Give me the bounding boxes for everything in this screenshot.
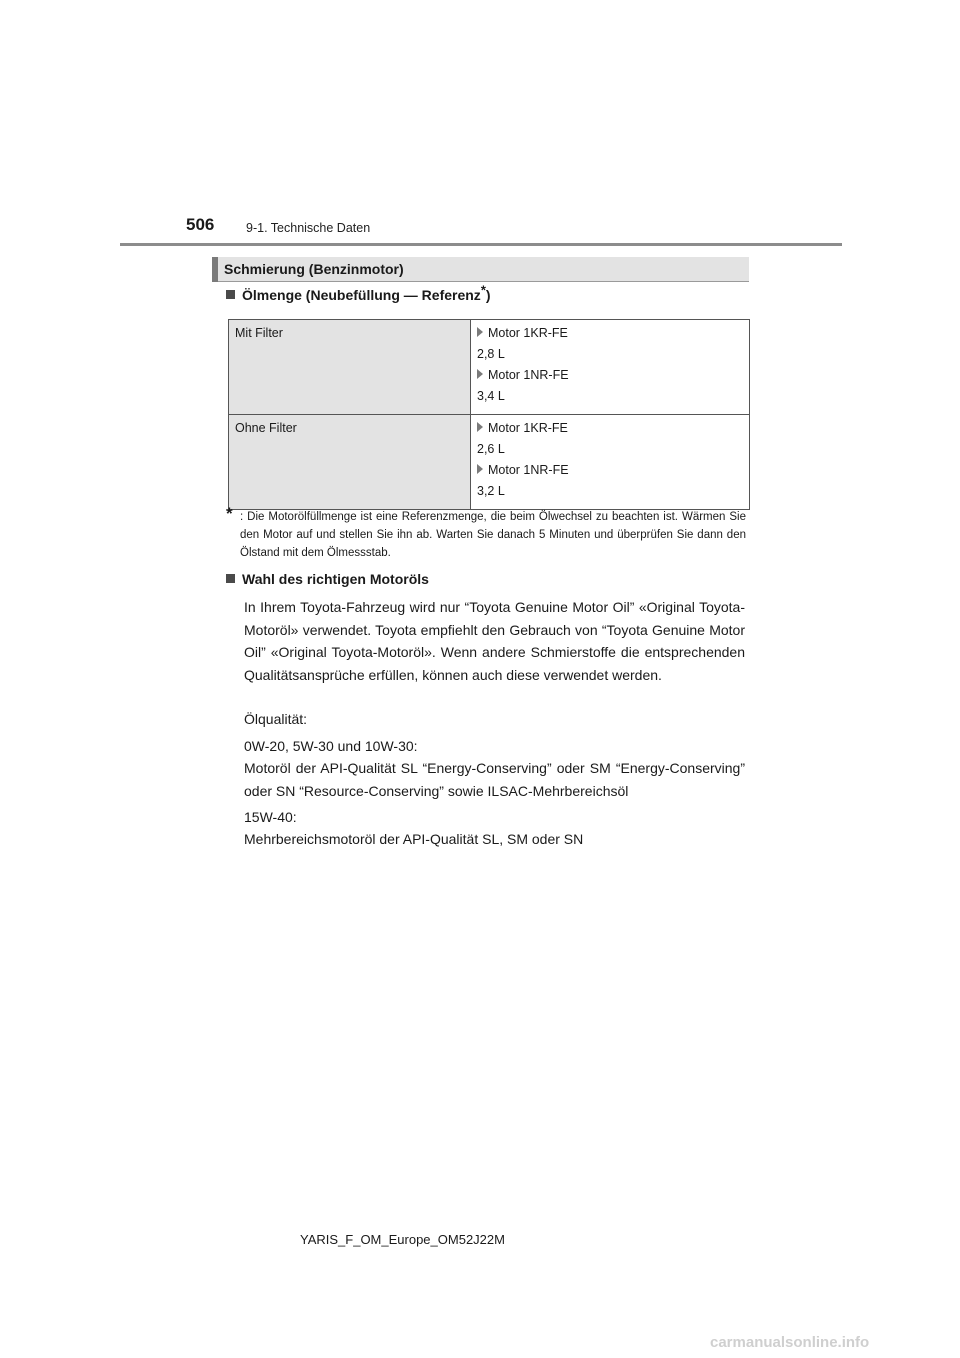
square-bullet-icon [226, 290, 235, 299]
section-title-bar [212, 257, 749, 282]
capacity-value: 2,8 L [477, 347, 505, 361]
row-label: Ohne Filter [229, 415, 471, 510]
footnote-marker: * [226, 504, 233, 523]
oil-selection-heading: Wahl des richtigen Motoröls [226, 571, 429, 587]
row-label: Mit Filter [229, 320, 471, 415]
triangle-bullet-icon [477, 369, 483, 379]
triangle-bullet-icon [477, 464, 483, 474]
row-values [471, 415, 750, 510]
section-title: Schmierung (Benzinmotor) [224, 261, 404, 277]
page-number: 506 [186, 215, 215, 234]
engine-line: Motor 1NR-FE [477, 368, 749, 383]
engine-line: Motor 1NR-FE [477, 463, 749, 478]
grade-0w20-label: 0W-20, 5W-30 und 10W-30: [244, 738, 418, 754]
oil-selection-intro: In Ihrem Toyota-Fahrzeug wird nur “Toyota Genuine Motor Oil” «Original Toyota-Motoröl» verwendet. Toyota empfiehlt den Gebrauch von “Toyota Genuine Motor Oil” «Original Toyota-Motoröl». Wenn andere Schmierstoffe die entsprechenden Qualitätsansprüche erfüllen, können auch diese verwendet werden. [244, 599, 745, 683]
oil-quality-label: Ölqualität: [244, 711, 308, 727]
oil-capacity-heading: Ölmenge (Neubefüllung — Referenz*) [226, 287, 491, 303]
document-code: YARIS_F_OM_Europe_OM52J22M [300, 1232, 505, 1247]
capacity-value: 2,6 L [477, 442, 505, 456]
capacity-value: 3,4 L [477, 389, 505, 403]
grade-15w40-text: Mehrbereichsmotoröl der API-Qualität SL, SM oder SN [244, 831, 584, 847]
grade-0w20-text: Motoröl der API-Qualität SL “Energy-Conserving” oder SM “Energy-Conserving” oder SN “Resource-Conserving” sowie ILSAC-Mehrbereichsöl [244, 760, 745, 799]
grade-15w40-label: 15W-40: [244, 809, 297, 825]
square-bullet-icon [226, 574, 235, 583]
row-values [471, 320, 750, 415]
capacity-value: 3,2 L [477, 484, 505, 498]
header-rule [120, 243, 842, 246]
engine-line: Motor 1KR-FE [477, 421, 749, 436]
footnote-text: : Die Motorölfüllmenge ist eine Referenzmenge, die beim Ölwechsel zu beachten ist. Wärmen Sie den Motor auf und stellen Sie ihn ab. Warten Sie danach 5 Minuten und überprüfen Sie dann den Ölstand mit dem Ölmessstab. [240, 511, 746, 559]
engine-line: Motor 1KR-FE [477, 326, 749, 341]
oil-capacity-table [228, 319, 750, 510]
watermark: carmanualsonline.info [710, 1334, 870, 1351]
table-row [229, 415, 750, 510]
footnote-ref: * [480, 282, 486, 298]
triangle-bullet-icon [477, 422, 483, 432]
footnote [226, 504, 746, 562]
table-row [229, 320, 750, 415]
section-label: 9-1. Technische Daten [246, 221, 371, 235]
section-title-accent [212, 257, 218, 282]
triangle-bullet-icon [477, 327, 483, 337]
